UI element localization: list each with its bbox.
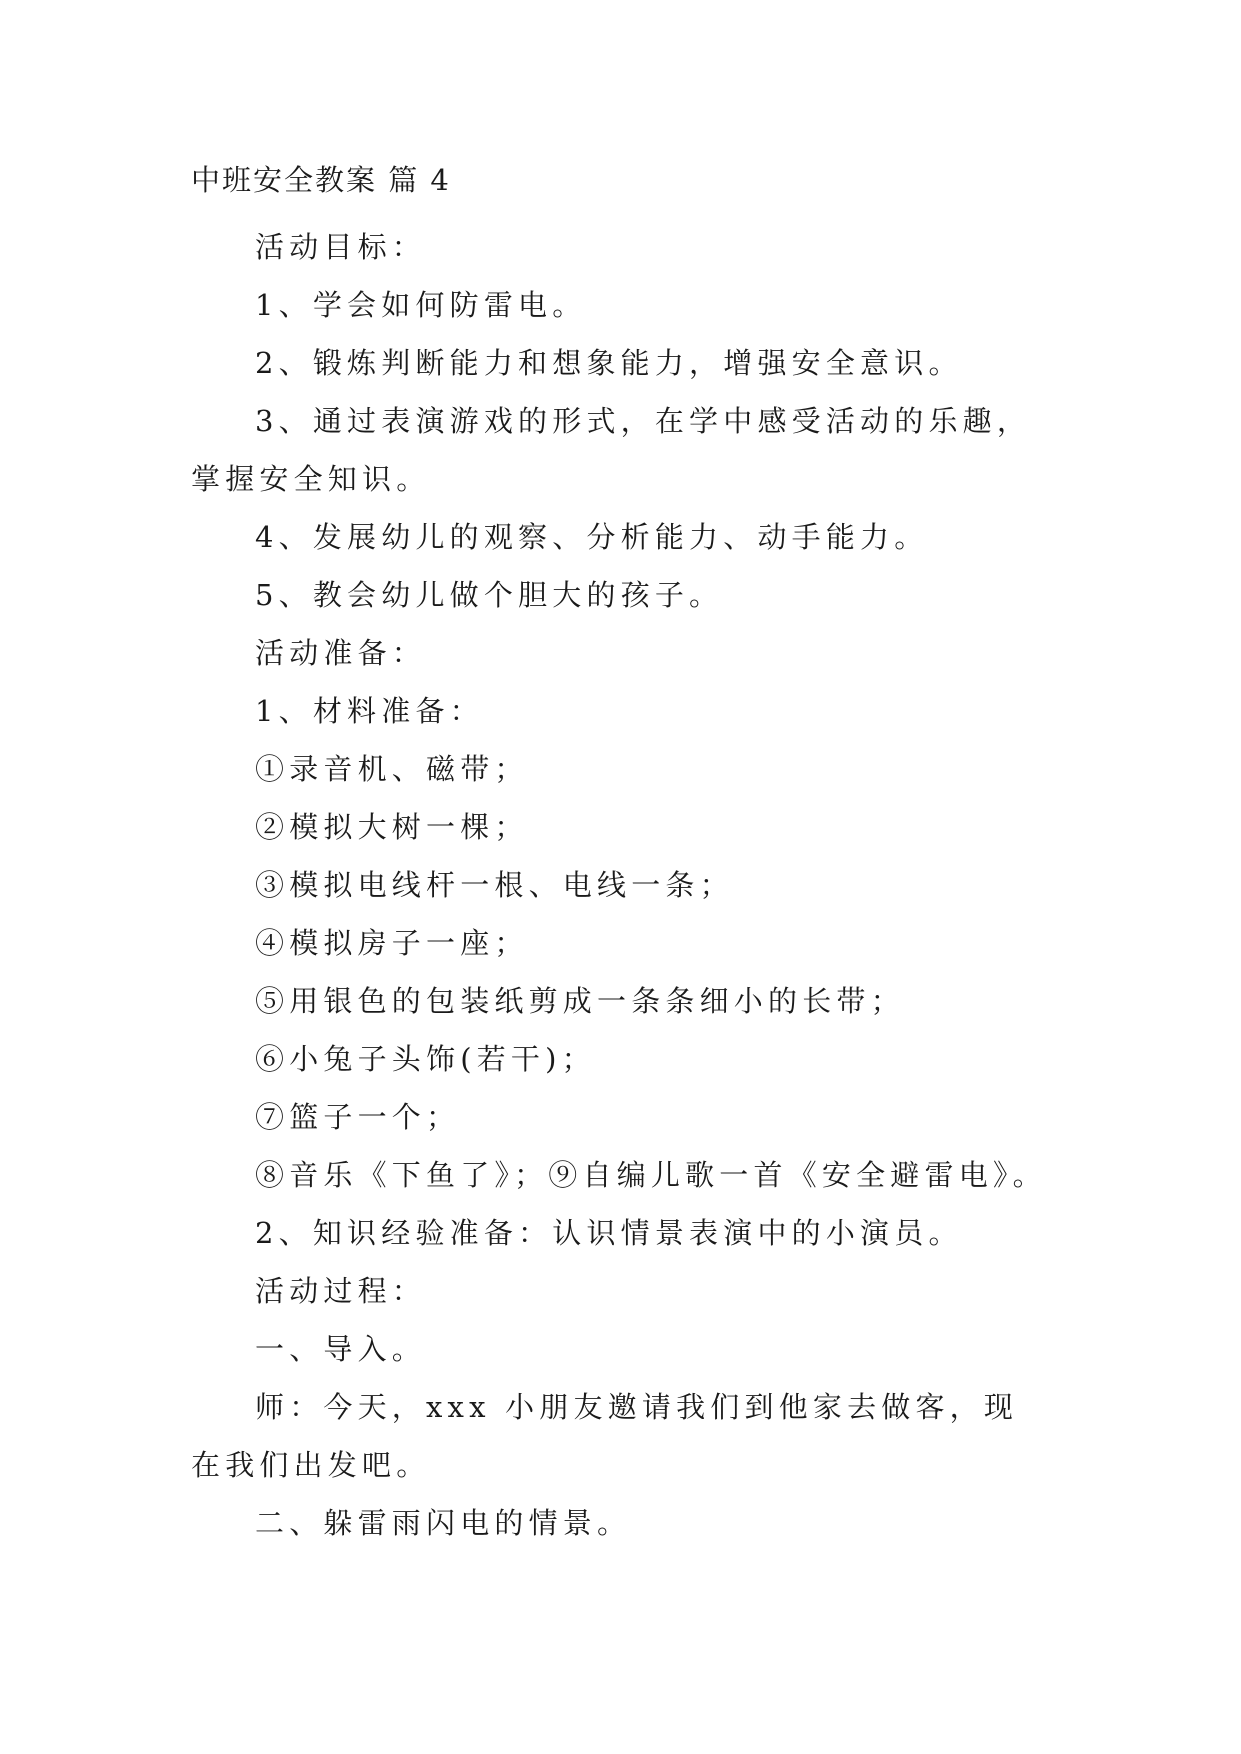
paragraph-material-8-9: ⑧音乐《下鱼了》；⑨自编儿歌一首《安全避雷电》。 — [255, 1158, 1047, 1192]
paragraph-preparation-heading: 活动准备： — [255, 636, 427, 670]
paragraph-knowledge-prep: 2、知识经验准备：认识情景表演中的小演员。 — [255, 1216, 963, 1250]
paragraph-process-heading: 活动过程： — [255, 1274, 427, 1308]
paragraph-goals-heading: 活动目标： — [255, 230, 427, 264]
document-page — [191, 160, 1051, 1552]
paragraph-materials-heading: 1、材料准备： — [255, 694, 484, 728]
paragraph-step-intro: 一、导入。 — [255, 1332, 427, 1366]
paragraph-goal-1: 1、学会如何防雷电。 — [255, 288, 587, 322]
document-title: 中班安全教案 篇 4 — [191, 163, 451, 197]
paragraph-material-6: ⑥小兔子头饰(若干)； — [255, 1042, 596, 1076]
paragraph-step-thunder: 二、躲雷雨闪电的情景。 — [255, 1506, 632, 1540]
paragraph-material-7: ⑦篮子一个； — [255, 1100, 461, 1134]
paragraph-material-3: ③模拟电线杆一根、电线一条； — [255, 868, 734, 902]
paragraph-teacher-speech: 师：今天，xxx 小朋友邀请我们到他家去做客，现在我们出发吧。 — [191, 1390, 1019, 1482]
paragraph-material-2: ②模拟大树一棵； — [255, 810, 529, 844]
paragraph-material-1: ①录音机、磁带； — [255, 752, 529, 786]
paragraph-goal-3: 3、通过表演游戏的形式，在学中感受活动的乐趣，掌握安全知识。 — [191, 404, 1032, 496]
paragraph-material-5: ⑤用银色的包装纸剪成一条条细小的长带； — [255, 984, 905, 1018]
paragraph-goal-5: 5、教会幼儿做个胆大的孩子。 — [255, 578, 724, 612]
paragraph-goal-4: 4、发展幼儿的观察、分析能力、动手能力。 — [255, 520, 929, 554]
paragraph-material-4: ④模拟房子一座； — [255, 926, 529, 960]
paragraph-goal-2: 2、锻炼判断能力和想象能力，增强安全意识。 — [255, 346, 963, 380]
